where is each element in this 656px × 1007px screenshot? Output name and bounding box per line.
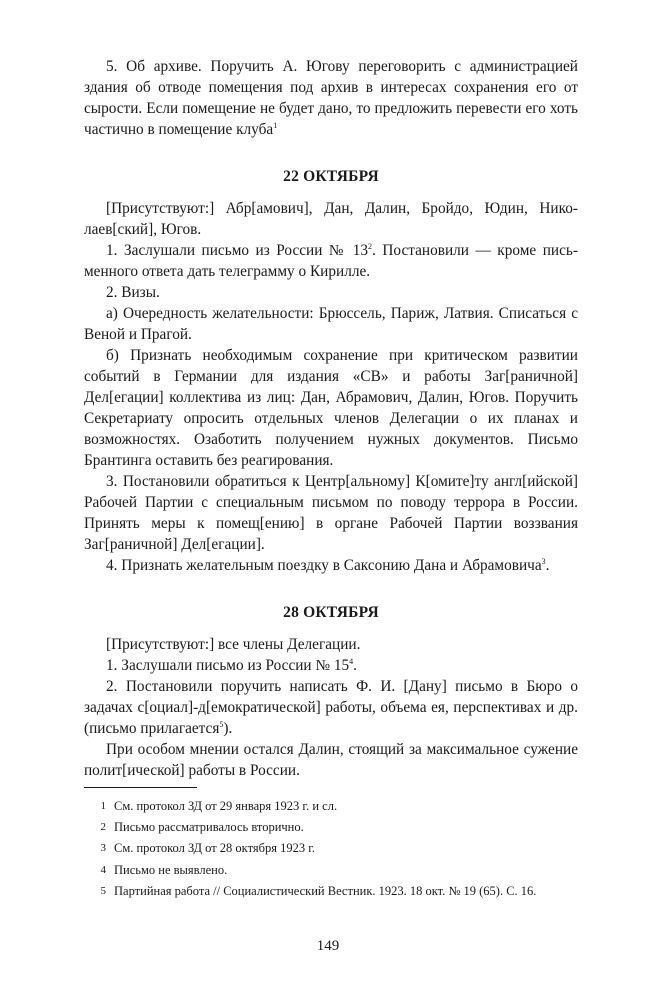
paragraph-attendance: [Присутствуют:] Абр[амович], Дан, Далин, Бройдо, Юдин, Николаев[ский], Югов. (84, 200, 578, 238)
paragraph-text: 1. Заслушали письмо из России № 13 (106, 242, 369, 259)
paragraph-dissent: При особом мнении остался Далин, стоящий за максимальное сужение полит[ической] работы в России. (84, 741, 578, 779)
footnote-number: 4 (100, 863, 106, 876)
paragraph-text: 2. Постановили поручить написать Ф. И. [Дану] письмо в Бюро о задачах с[оциал]-д[емократической] работы, объема ея, перспективах и др. (письмо прилагается (84, 678, 578, 737)
footnote-number: 2 (100, 821, 106, 834)
footnote-ref[interactable]: 5 (219, 719, 224, 729)
footnote (84, 881, 578, 902)
footnote-text: Письмо не выявлено. (114, 862, 228, 877)
page-number: 149 (316, 938, 340, 954)
paragraph-item-2a: а) Очередность желательности: Брюссель, Париж, Латвия. Списаться с Веной и Прагой. (84, 305, 578, 343)
paragraph-item-3: 3. Постановили обратиться к Центр[альному] К[омите]ту англ[ийской] Рабочей Партии с специальным письмом по поводу террора в России. Принять меры к помещ[ению] в органе Рабочей Партии воззвания Заг[раничной] Дел[егации]. (84, 473, 578, 553)
paragraph-text: 1. Заслушали письмо из России № 15 (106, 657, 350, 674)
paragraph-text: . (353, 657, 357, 674)
footnote-ref[interactable]: 2 (368, 241, 373, 251)
footnote (84, 796, 578, 817)
paragraph-item-2-b (84, 676, 578, 739)
footnote (84, 817, 578, 838)
footnotes (84, 796, 578, 902)
paragraph-text: . Постановили — кроме письменного ответа дать телеграмму о Кирилле. (84, 242, 578, 280)
footnote-number: 3 (100, 842, 106, 855)
footnote-divider (84, 787, 197, 788)
paragraph-item-4 (84, 555, 578, 576)
footnote-text: См. протокол ЗД от 29 января 1923 г. и сл. (114, 799, 338, 813)
footnote-text: Партийная работа // Социалистический Вестник. 1923. 18 окт. № 19 (65). С. 16. (114, 883, 537, 898)
footnote-ref[interactable]: 1 (273, 120, 278, 130)
paragraph-attendance-2: [Присутствуют:] все члены Делегации. (106, 636, 361, 653)
paragraph-item-1-b (84, 655, 578, 676)
paragraph-archive (84, 56, 578, 140)
footnote-text: См. протокол ЗД от 28 октября 1923 г. (114, 841, 316, 856)
section-heading-22-october: 22 ОКТЯБРЯ (283, 168, 379, 185)
paragraph-item-1 (84, 240, 578, 282)
paragraph-text: 4. Признать желательным поездку в Саксонию Дана и Абрамовича (106, 557, 542, 574)
footnote-number: 5 (100, 884, 106, 897)
paragraph-item-2: 2. Визы. (106, 284, 160, 301)
page-body (84, 56, 578, 781)
footnote-number: 1 (100, 800, 106, 812)
footnote-text: Письмо рассматривалось вторично. (114, 820, 304, 835)
paragraph-text: . (545, 557, 550, 574)
footnote (84, 860, 578, 881)
footnote (84, 838, 578, 859)
footnote-ref[interactable]: 3 (541, 556, 546, 566)
paragraph-text: 5. Об архиве. Поручить А. Югову переговорить с администрацией здания об отводе помещения под архив в интересах сохранения его от сырости. Если помещение не будет дано, то предложить перевести его хоть частично в помещение клуба (84, 58, 578, 138)
section-heading-28-october: 28 ОКТЯБРЯ (283, 604, 379, 621)
footnote-ref[interactable]: 4 (349, 656, 354, 666)
paragraph-item-2b: б) Признать необходимым сохранение при критическом развитии событий в Германии для издания «СВ» и работы Заг[раничной] Дел[егации] коллектива из лиц: Дан, Абрамович, Далин, Югов. Поручить Секретариату опросить отдельных членов Делегации о их планах и возможностях. Озаботить получением нужных документов. Письмо Брантинга оставить без реагирования. (84, 347, 578, 469)
paragraph-text: ). (223, 720, 233, 737)
